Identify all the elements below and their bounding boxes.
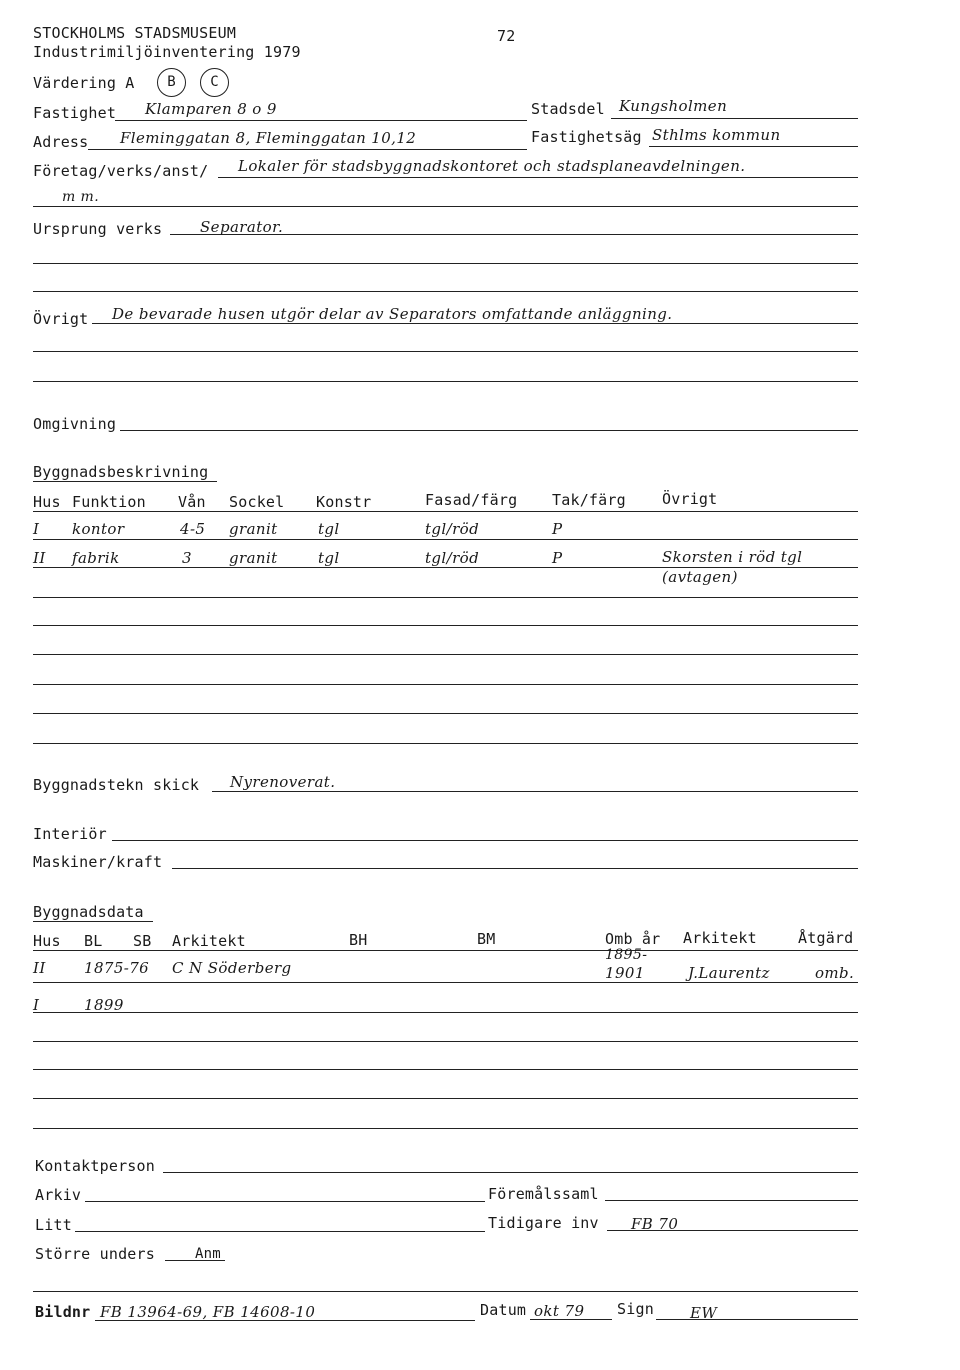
blank-line-3 xyxy=(33,654,858,655)
omgivning-line xyxy=(120,430,858,431)
row2-fasad: tgl/röd xyxy=(425,549,480,567)
adress-line xyxy=(88,149,527,150)
sign-line xyxy=(656,1319,858,1320)
col-konstr: Konstr xyxy=(316,493,372,511)
blank-line-6 xyxy=(33,743,858,744)
foretag-value: Lokaler för stadsbyggnadskontoret och stadsplaneavdelningen. xyxy=(238,157,746,175)
rating-b-circle: B xyxy=(157,68,186,97)
row2-line xyxy=(33,567,858,568)
litt-label: Litt xyxy=(35,1216,72,1234)
bd-col-sb: SB xyxy=(133,932,152,950)
ursprung-value: Separator. xyxy=(200,218,284,236)
bd-header-line xyxy=(33,950,858,951)
bd-row1-line xyxy=(33,982,858,983)
skick-label: Byggnadstekn skick xyxy=(33,776,200,794)
bd-row1-atgard: omb. xyxy=(815,964,855,982)
col-ovrigt: Övrigt xyxy=(662,490,718,508)
page-number: 72 xyxy=(497,27,516,45)
stadsdel-value: Kungsholmen xyxy=(619,97,728,115)
col-fasad: Fasad/färg xyxy=(425,491,518,509)
bd-row1-omb-ar: 1901 xyxy=(605,964,645,982)
row2-ovrigt: Skorsten i röd tgl xyxy=(662,548,803,566)
blank-line-5 xyxy=(33,713,858,714)
mm-label: m m. xyxy=(62,189,100,205)
sign-label: Sign xyxy=(617,1300,654,1318)
storre-value: Anm xyxy=(195,1246,221,1262)
ovrigt-line-3 xyxy=(33,381,858,382)
skick-value: Nyrenoverat. xyxy=(230,773,336,791)
bd-col-bm: BM xyxy=(477,930,496,948)
foretag-line xyxy=(218,177,858,178)
ursprung-label: Ursprung verks xyxy=(33,220,163,238)
rating-c-circle: C xyxy=(200,68,229,97)
bd-col-arkitekt: Arkitekt xyxy=(172,932,246,950)
adress-value: Fleminggatan 8, Fleminggatan 10,12 xyxy=(120,129,417,147)
litt-line xyxy=(75,1231,485,1232)
maskiner-label: Maskiner/kraft xyxy=(33,853,163,871)
agare-line xyxy=(649,146,858,147)
bd-col-hus: Hus xyxy=(33,932,61,950)
fastighet-line xyxy=(115,120,527,121)
bd-row1-bl: 1875-76 xyxy=(84,959,150,977)
row1-hus: I xyxy=(33,520,40,538)
bildnr-value: FB 13964-69, FB 14608-10 xyxy=(100,1303,316,1321)
beskrivning-title-underline xyxy=(33,481,217,482)
row2-konstr: tgl xyxy=(318,549,340,567)
blank-line-4 xyxy=(33,684,858,685)
tidigare-value: FB 70 xyxy=(631,1215,679,1233)
blank-line-2 xyxy=(33,625,858,626)
stadsdel-line xyxy=(611,118,858,119)
kontakt-line xyxy=(163,1172,858,1173)
storre-label: Större unders xyxy=(35,1245,155,1263)
bd-blank-1 xyxy=(33,1041,858,1042)
bd-row1-arkitekt: C N Söderberg xyxy=(172,959,292,977)
agare-value: Sthlms kommun xyxy=(652,126,781,144)
row2-sockel: granit xyxy=(229,549,278,567)
arkiv-line xyxy=(85,1201,485,1202)
col-hus: Hus xyxy=(33,493,61,511)
col-van: Vån xyxy=(178,493,206,511)
inventory-title: Industrimiljöinventering 1979 xyxy=(33,43,301,61)
row1-fasad: tgl/röd xyxy=(425,520,480,538)
bd-row2-line xyxy=(33,1012,858,1013)
omgivning-label: Omgivning xyxy=(33,415,117,433)
bd-blank-2 xyxy=(33,1069,858,1070)
row2-tak: P xyxy=(552,549,563,567)
ursprung-line-3 xyxy=(33,291,858,292)
bd-col-bl: BL xyxy=(84,932,103,950)
datum-label: Datum xyxy=(480,1301,527,1319)
ovrigt-value: De bevarade husen utgör delar av Separators omfattande anläggning. xyxy=(112,305,673,323)
sign-value: EW xyxy=(690,1304,718,1322)
ursprung-line-2 xyxy=(33,263,858,264)
fastighet-label: Fastighet xyxy=(33,104,117,122)
fastighet-value: Klamparen 8 o 9 xyxy=(145,100,277,118)
stadsdel-label: Stadsdel xyxy=(531,100,605,118)
bd-blank-4 xyxy=(33,1128,858,1129)
ovrigt-line-2 xyxy=(33,351,858,352)
bd-col-bh: BH xyxy=(349,931,368,949)
bd-col-atgard: Åtgärd xyxy=(798,929,854,947)
interior-line xyxy=(112,840,858,841)
ovrigt-line xyxy=(92,323,858,324)
bd-row1-omb-ar-top: 1895- xyxy=(605,947,648,963)
skick-line xyxy=(212,791,858,792)
bd-col-arkitekt-2: Arkitekt xyxy=(683,929,757,947)
bd-row1-omb-arkitekt: J.Laurentz xyxy=(688,964,770,982)
bd-col-omb-ar: Omb år xyxy=(605,930,661,948)
museum-name: STOCKHOLMS STADSMUSEUM xyxy=(33,24,237,42)
interior-label: Interiör xyxy=(33,825,107,843)
foretag-line-2 xyxy=(33,206,858,207)
row1-sockel: granit xyxy=(229,520,278,538)
row1-van: 4-5 xyxy=(180,520,206,538)
col-funktion: Funktion xyxy=(72,493,146,511)
agare-label: Fastighetsäg xyxy=(531,128,642,146)
col-tak: Tak/färg xyxy=(552,491,626,509)
blank-line-1 xyxy=(33,597,858,598)
datum-value: okt 79 xyxy=(534,1302,585,1320)
maskiner-line xyxy=(172,868,858,869)
row1-tak: P xyxy=(552,520,563,538)
foremal-line xyxy=(605,1200,858,1201)
tidigare-label: Tidigare inv xyxy=(488,1214,599,1232)
beskrivning-title: Byggnadsbeskrivning xyxy=(33,463,209,481)
col-sockel: Sockel xyxy=(229,493,285,511)
bd-row2-hus: I xyxy=(33,996,40,1014)
rating-label: Värdering A xyxy=(33,74,135,92)
adress-label: Adress xyxy=(33,133,89,151)
byggnadsdata-title-underline xyxy=(33,921,153,922)
row2-ovrigt-2: (avtagen) xyxy=(662,568,738,586)
row1-line xyxy=(33,539,858,540)
row1-funktion: kontor xyxy=(72,520,125,538)
beskrivning-header-line xyxy=(33,511,858,512)
ovrigt-label: Övrigt xyxy=(33,310,89,328)
bd-row1-hus: II xyxy=(33,959,46,977)
bd-row2-bl: 1899 xyxy=(84,996,124,1014)
row2-funktion: fabrik xyxy=(72,549,120,567)
kontakt-label: Kontaktperson xyxy=(35,1157,155,1175)
row2-van: 3 xyxy=(182,549,192,567)
bd-blank-3 xyxy=(33,1098,858,1099)
arkiv-label: Arkiv xyxy=(35,1186,82,1204)
byggnadsdata-title: Byggnadsdata xyxy=(33,903,144,921)
row2-hus: II xyxy=(33,549,46,567)
footer-line-1 xyxy=(33,1291,858,1292)
foretag-label: Företag/verks/anst/ xyxy=(33,162,209,180)
foremal-label: Föremålssaml xyxy=(488,1185,599,1203)
bildnr-label: Bildnr xyxy=(35,1303,91,1321)
row1-konstr: tgl xyxy=(318,520,340,538)
